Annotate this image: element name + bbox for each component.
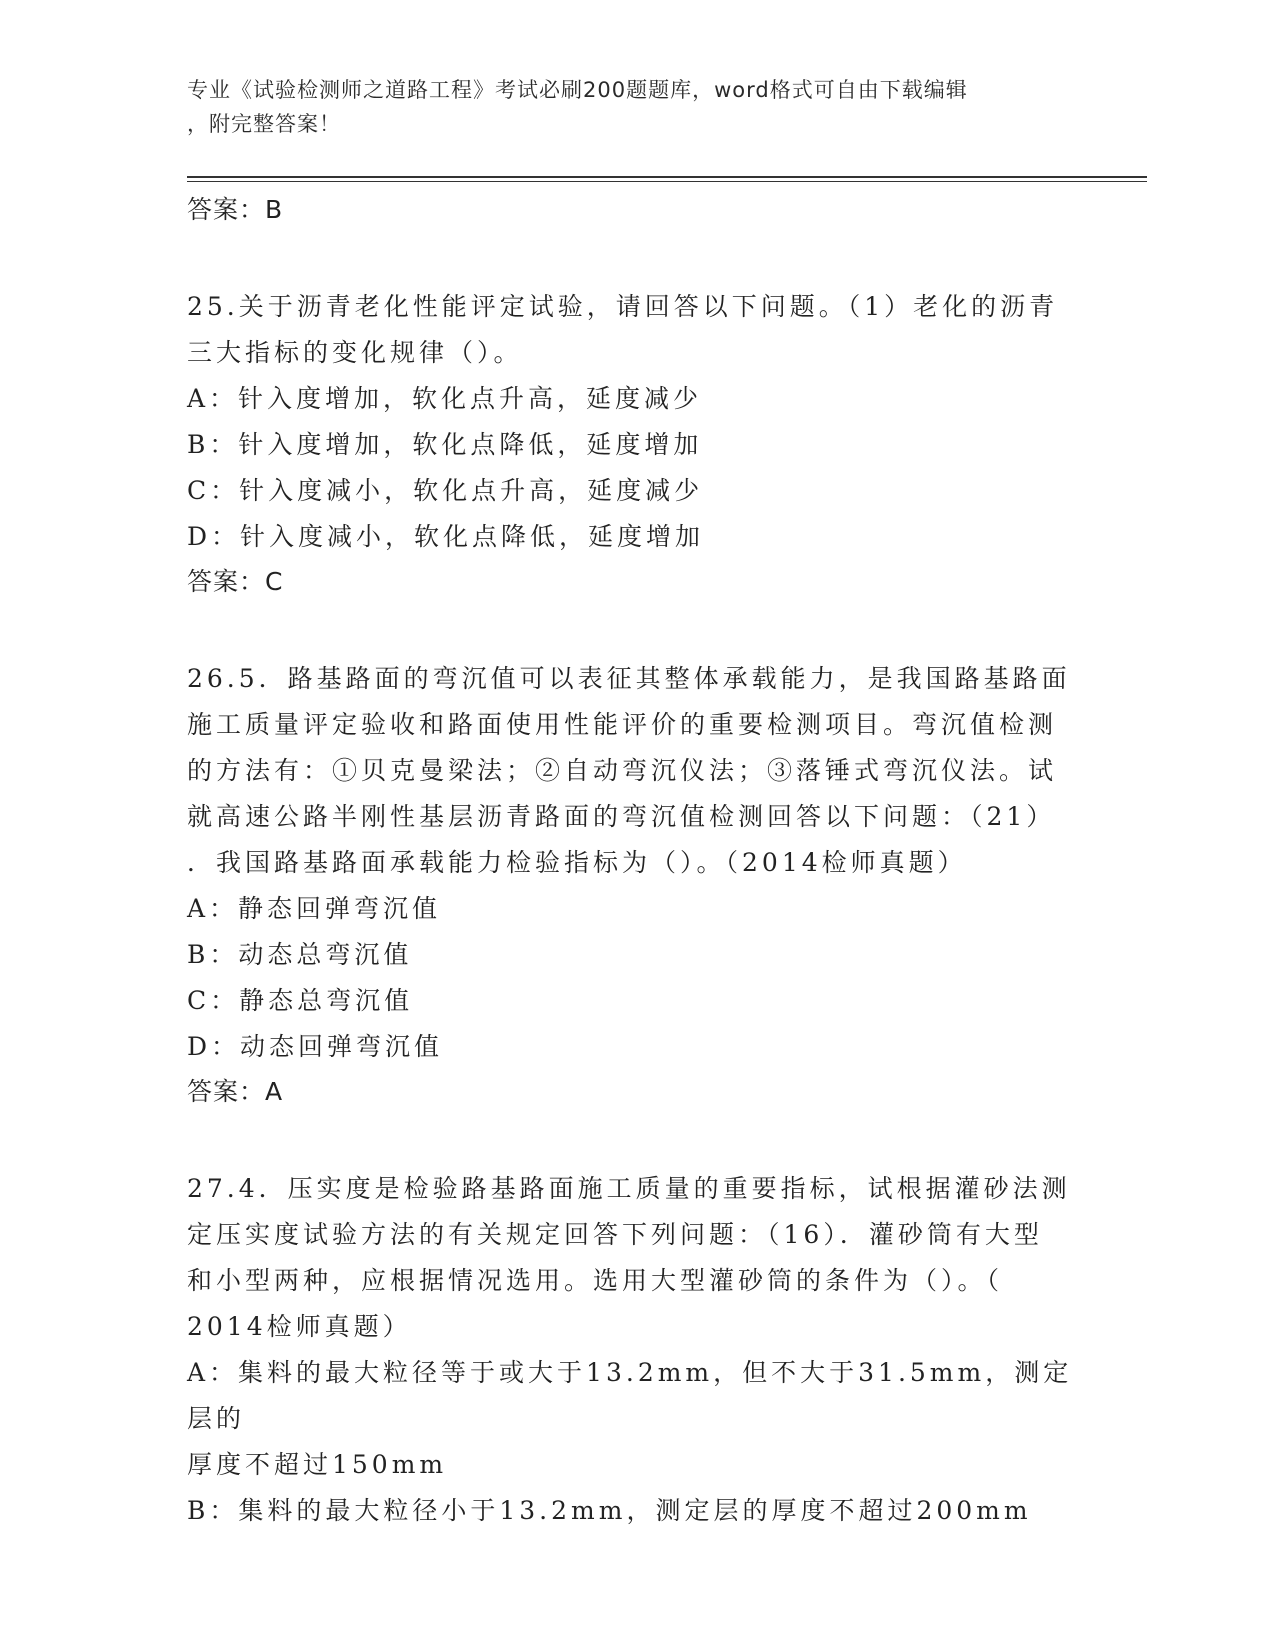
header-divider-thin [187,181,1147,182]
option-a: A：集料的最大粒径等于或大于13.2mm，但不大于31.5mm，测定层的 厚度不超过150mm [187,1358,1073,1479]
question-stem: 25.关于沥青老化性能评定试验，请回答以下问题。（1）老化的沥青 三大指标的变化规律（）。 [187,292,1059,367]
answer-label: 答案：B [187,195,284,224]
question-stem: 26.5．路基路面的弯沉值可以表征其整体承载能力，是我国路基路面 施工质量评定验收和路面使用性能评价的重要检测项目。弯沉值检测 的方法有：①贝克曼梁法；②自动弯沉仪法；③落锤式弯沉仪法。试 就高速公路半刚性基层沥青路面的弯沉值检测回答以下问题：（21） ．我国路基路面承载能力检验指标为（）。（2014检师真题） [187,664,1071,877]
answer-label: 答案：C [187,567,284,596]
question-stem: 27.4．压实度是检验路基路面施工质量的重要指标，试根据灌砂法测 定压实度试验方法的有关规定回答下列问题：（16）．灌砂筒有大型 和小型两种，应根据情况选用。选用大型灌砂筒的条件为（）。（ 2014检师真题） [187,1174,1071,1341]
option-a: A：静态回弹弯沉值 [187,894,442,923]
question-list [187,188,1077,1534]
question-item-25 [187,284,1077,604]
option-b: B：动态总弯沉值 [187,940,413,969]
option-d: D：针入度减小，软化点降低，延度增加 [187,522,705,551]
answer-label: 答案：A [187,1077,284,1106]
option-b: B：针入度增加，软化点降低，延度增加 [187,430,703,459]
option-c: C：静态总弯沉值 [187,986,414,1015]
option-a: A：针入度增加，软化点升高，延度减少 [187,384,703,413]
option-d: D：动态回弹弯沉值 [187,1032,444,1061]
option-b: B：集料的最大粒径小于13.2mm，测定层的厚度不超过200mm [187,1496,1032,1525]
document-header: 专业《试验检测师之道路工程》考试必刷200题题库，word格式可自由下载编辑 ，附完整答案！ [187,78,968,136]
header-divider-thick [187,176,1147,178]
question-item-26 [187,656,1077,1114]
option-c: C：针入度减小，软化点升高，延度减少 [187,476,704,505]
question-item-27 [187,1166,1077,1534]
